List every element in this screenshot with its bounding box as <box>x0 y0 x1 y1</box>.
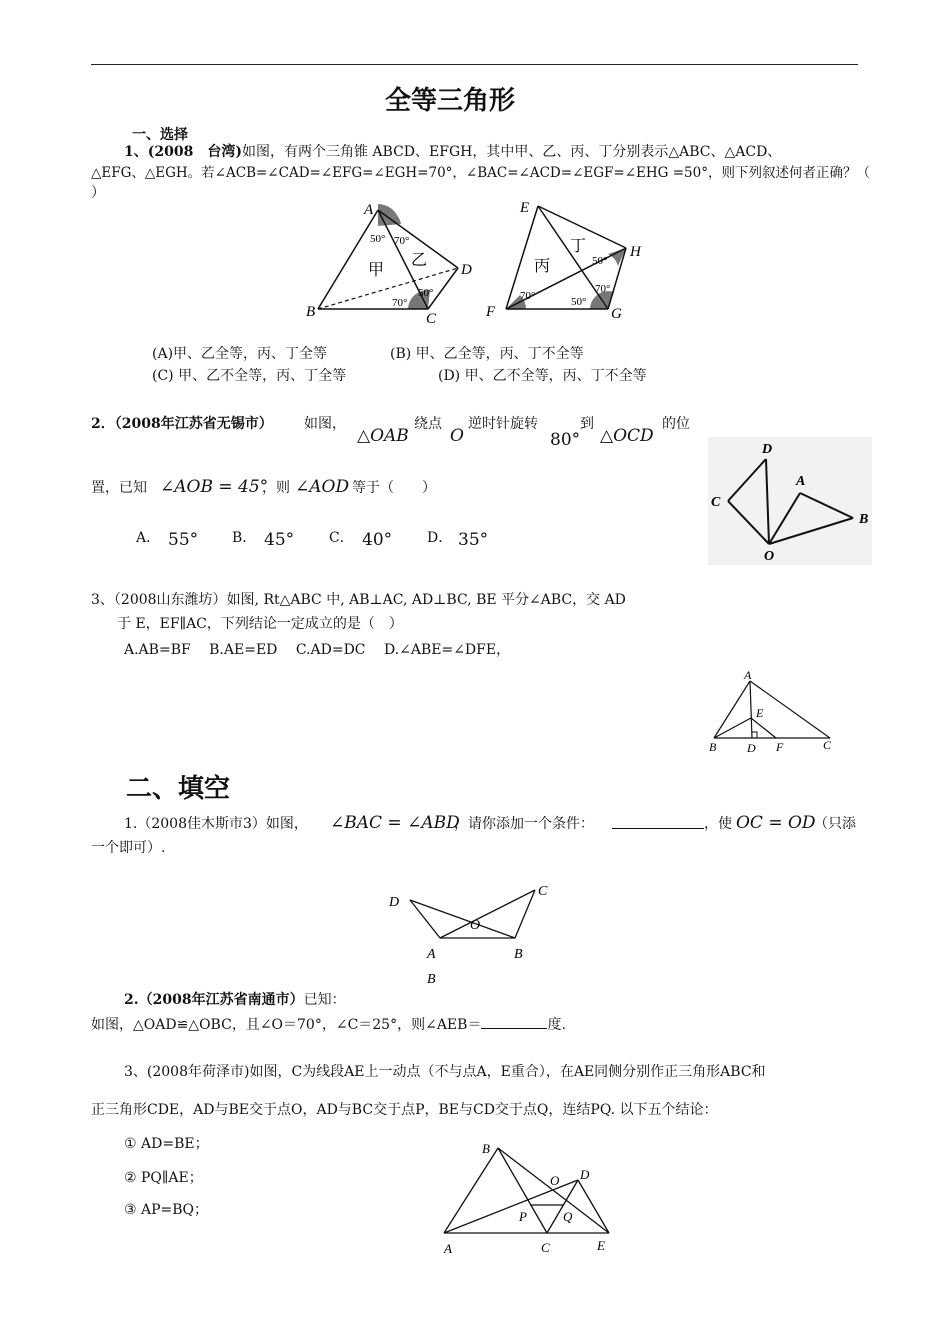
label-bing: 丙 <box>534 258 551 275</box>
q2-option-d: D． <box>427 530 453 546</box>
f1-text-1 <box>124 814 308 834</box>
q2-label-d: D <box>762 442 773 457</box>
label-b: B <box>306 304 316 320</box>
label-f: F <box>486 304 496 320</box>
q2-option-a: A． <box>136 530 161 546</box>
q2-deg: 80° <box>550 430 581 450</box>
q1-option-b: (B) 甲、乙全等，丙、丁不全等 <box>390 346 584 362</box>
f1-label-a: A <box>427 947 436 962</box>
seg-ab <box>444 1148 498 1233</box>
q1-line3: ） <box>91 185 105 201</box>
label-ding: 丁 <box>570 238 587 255</box>
angle-label-a50: 50° <box>370 233 386 245</box>
q2-text-1: 如图， <box>304 416 346 432</box>
q2-text-6: 置，已知 <box>91 480 147 496</box>
seg-be <box>498 1148 609 1233</box>
label-c: C <box>426 311 437 326</box>
f3-label-o: O <box>550 1173 560 1188</box>
q3-figure <box>700 664 850 756</box>
q2-label-o: O <box>764 549 775 564</box>
right-angle-mark <box>752 732 757 738</box>
seg-ef <box>751 718 776 738</box>
f1-line2: 一个即可）. <box>91 840 166 856</box>
f3-figure <box>430 1135 620 1260</box>
q2-option-b: B． <box>232 530 257 546</box>
f2-source: 2.（2008年江苏省南通市） <box>124 992 304 1008</box>
f3-line1: 3、(2008年荷泽市)如图，C为线段AE上一动点（不与点A，E重合），在AE同侧分别作正三角形ABC和 <box>124 1064 766 1080</box>
q3-text-1: 如图, Rt△ABC 中, AB⊥AC, AD⊥BC, BE 平分∠ABC，交 AD <box>226 592 626 608</box>
label-jia: 甲 <box>368 262 385 279</box>
q3-label-f: F <box>776 740 784 754</box>
f3-line2: 正三角形CDE，AD与BE交于点O，AD与BC交于点P，BE与CD交于点Q，连结PQ. 以下五个结论： <box>91 1102 718 1118</box>
f1-goal: OC = OD <box>736 813 816 833</box>
q2-text-4: 到 <box>580 416 594 432</box>
f3-label-c: C <box>541 1240 550 1255</box>
q2-point-o: O <box>450 426 464 446</box>
q2-value-a: 55° <box>168 530 199 550</box>
q1-option-a: (A)甲、乙全等，丙、丁全等 <box>152 346 328 362</box>
q3-line1 <box>91 590 626 610</box>
f2-known: 已知： <box>303 992 346 1008</box>
q1-number: 1、 <box>124 144 148 160</box>
q2-figure <box>708 437 872 565</box>
f2-line1 <box>124 990 346 1010</box>
seg-de <box>578 1180 609 1233</box>
f3-label-a: A <box>444 1241 452 1256</box>
f2-answer-blank[interactable] <box>481 1014 547 1029</box>
q3-label-e: E <box>756 706 764 720</box>
f3-label-b: B <box>482 1141 490 1156</box>
f3-label-q: Q <box>563 1209 573 1224</box>
f1-number: 1. <box>124 816 138 832</box>
q2-text-8: 等于（ ） <box>352 480 436 496</box>
q2-tri-oab: △OAB <box>357 426 409 446</box>
angle-label-f70: 70° <box>520 290 536 302</box>
f3-claim-2: ② PQ∥AE； <box>124 1170 203 1186</box>
q2-option-c: C． <box>329 530 354 546</box>
q2-label-b: B <box>859 512 869 527</box>
q2-figure-bg <box>708 437 872 565</box>
q2-source-text: （2008年江苏省无锡市） <box>114 416 273 432</box>
f1-text-4: （只添 <box>814 816 856 832</box>
q3-label-c: C <box>823 738 832 752</box>
q2-text-5: 的位 <box>662 416 690 432</box>
label-e: E <box>520 200 530 216</box>
f3-claim-3: ③ AP=BQ； <box>124 1202 209 1218</box>
f1-answer-blank[interactable] <box>612 826 704 829</box>
seg-ad <box>750 681 752 738</box>
f1-label-o: O <box>470 918 481 933</box>
q2-number: 2． <box>91 416 115 432</box>
seg-ca <box>440 890 535 938</box>
f1-text-3: ，使 <box>704 816 732 832</box>
q1-text-1: 如图，有两个三角锥 ABCD、EFGH，其中甲、乙、丙、丁分别表示△ABC、△ACD、 <box>241 144 782 160</box>
angle-label-h50: 50° <box>592 255 608 267</box>
q2-label-a: A <box>796 474 806 489</box>
label-g: G <box>611 306 622 322</box>
q1-option-d: (D) 甲、乙不全等，丙、丁不全等 <box>438 368 647 384</box>
f3-label-d: D <box>580 1167 590 1182</box>
q2-label-c: C <box>711 495 721 510</box>
q1-line1 <box>124 142 884 162</box>
q2-value-d: 35° <box>458 530 489 550</box>
q1-line2: △EFG、△EGH。若∠ACB=∠CAD=∠EFG=∠EGH=70°，∠BAC=∠ACD=∠EGF=∠EHG =50°，则下列叙述何者正确？（ <box>91 165 870 181</box>
page-title: 全等三角形 <box>384 86 515 116</box>
q3-source: （2008山东潍坊） <box>113 592 227 608</box>
f3-claim-1: ① AD=BE； <box>124 1136 209 1152</box>
f1-text-2: ，请你添加一个条件： <box>454 816 594 832</box>
seg-be <box>714 718 751 738</box>
label-a: A <box>364 202 374 218</box>
label-yi: 乙 <box>411 252 428 269</box>
seg-cb <box>515 890 535 938</box>
q2-cond: ∠AOB = 45° <box>160 477 269 497</box>
f1-label-b: B <box>514 947 523 962</box>
q2-value-b: 45° <box>264 530 295 550</box>
angle-label-a70: 70° <box>394 235 410 247</box>
f3-label-p: P <box>519 1209 527 1224</box>
edge-ab <box>318 210 378 309</box>
f2-text: 如图，△OAD≌△OBC，且∠O＝70°，∠C＝25°，则∠AEB＝ <box>91 1017 482 1033</box>
q2-target: ∠AOD <box>295 477 350 497</box>
f2-unit: 度. <box>547 1017 566 1033</box>
section-choice-heading: 一、选择 <box>132 127 188 143</box>
q1-option-c: (C) 甲、乙不全等，丙、丁全等 <box>152 368 347 384</box>
angle-label-g50: 50° <box>571 296 587 308</box>
label-h: H <box>630 244 641 260</box>
section-fill-heading: 二、填空 <box>126 774 231 804</box>
f1-source: （2008佳木斯市3） <box>137 816 266 832</box>
q2-text-2: 绕点 <box>414 416 442 432</box>
label-d: D <box>461 262 472 278</box>
q2-source <box>91 414 273 434</box>
q3-line2: 于 E，EF∥AC，下列结论一定成立的是（ ） <box>117 616 403 632</box>
f1-label-c: C <box>538 884 548 899</box>
f1-cond: ∠BAC = ∠ABD <box>330 813 460 833</box>
q3-label-d: D <box>747 741 756 755</box>
q1-figure <box>300 196 660 326</box>
q2-value-c: 40° <box>362 530 393 550</box>
angle-label-c70: 70° <box>392 297 408 309</box>
seg-ab <box>714 681 750 738</box>
f2-line2 <box>91 1014 566 1035</box>
f1-figure <box>380 878 560 988</box>
q2-text-3: 逆时针旋转 <box>468 416 538 432</box>
f1-lead: 如图， <box>265 816 308 832</box>
angle-label-c50: 50° <box>418 287 434 299</box>
q2-text-7: ，则 <box>262 480 290 496</box>
q2-tri-ocd: △OCD <box>600 426 654 446</box>
header-rule <box>91 64 858 65</box>
q3-label-b: B <box>709 740 717 754</box>
q3-label-a: A <box>744 668 752 682</box>
angle-label-g70: 70° <box>595 283 611 295</box>
q3-options: A.AB=BF B.AE=ED C.AD=DC D.∠ABE=∠DFE， <box>124 642 511 658</box>
f1-label-d: D <box>389 895 400 910</box>
f3-label-e: E <box>597 1238 605 1253</box>
q3-number: 3、 <box>91 592 114 608</box>
q1-source: (2008 台湾) <box>147 144 242 160</box>
f1-label-b-extra: B <box>427 972 436 987</box>
